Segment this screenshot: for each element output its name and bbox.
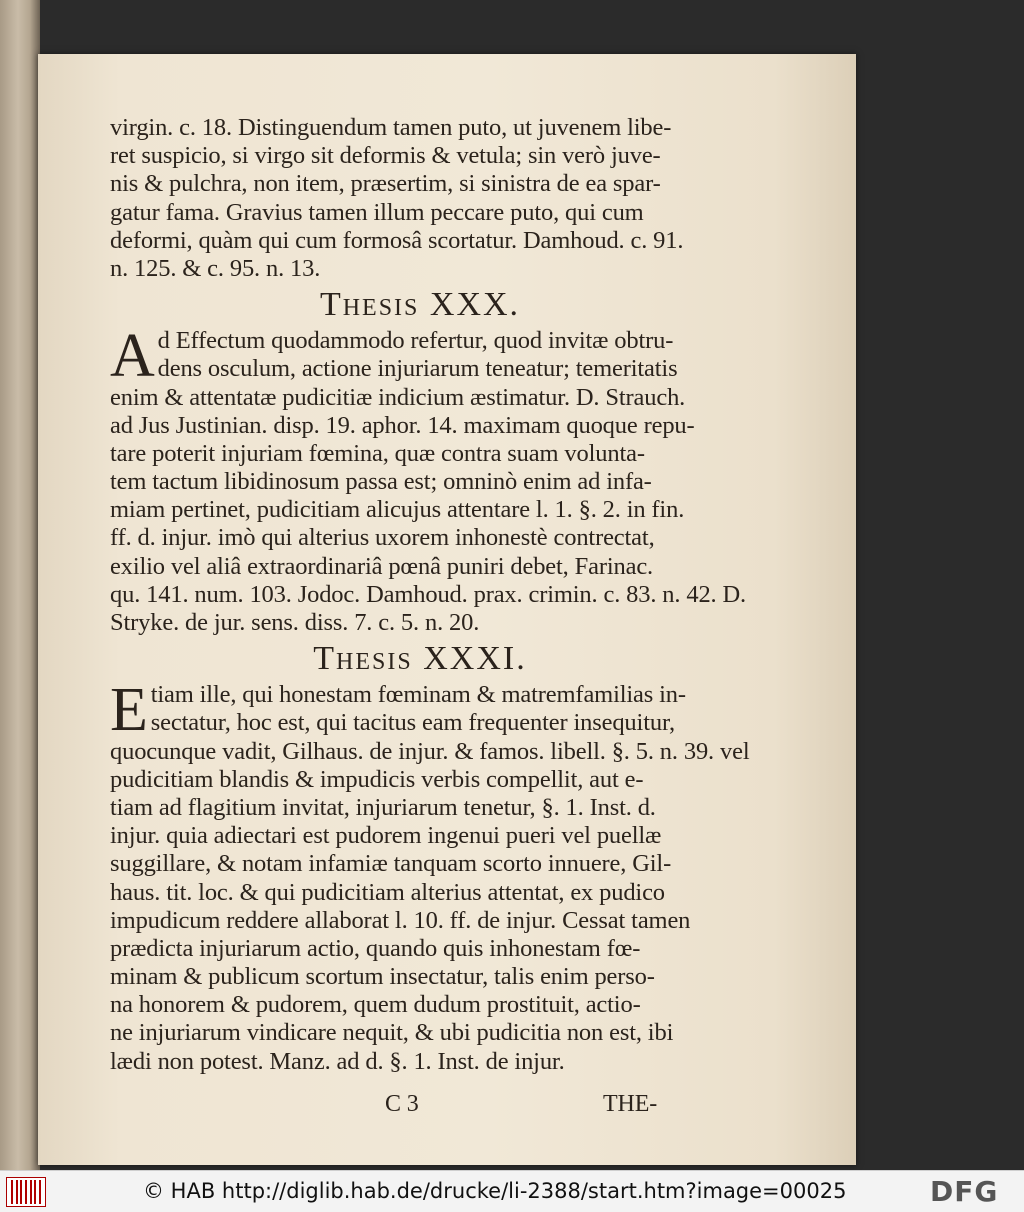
paragraph-thesis-30 (110, 322, 747, 637)
text-line: gatur fama. Gravius tamen illum peccare puto, qui cum (110, 198, 644, 226)
text-line: d Effectum quodammodo refertur, quod invitæ obtru- (157, 327, 674, 355)
text-line: pudicitiam blandis & impudicis verbis compellit, aut e- (110, 765, 644, 793)
page-footer-line (110, 1090, 710, 1130)
text-line: n. 125. & c. 95. n. 13. (110, 254, 321, 282)
text-line: lædi non potest. Manz. ad d. §. 1. Inst. de injur. (110, 1047, 565, 1075)
paragraph-intro (110, 114, 710, 283)
heading-thesis-31: Thesis XXXI. (313, 640, 527, 678)
heading-thesis-30: Thesis XXX. (319, 286, 521, 324)
text-line: dens osculum, actione injuriarum teneatur; temeritatis (157, 355, 678, 383)
text-line: qu. 141. num. 103. Jodoc. Damhoud. prax. crimin. c. 83. n. 42. D. (110, 580, 747, 608)
text-line: na honorem & pudorem, quem dudum prostituit, actio- (110, 991, 641, 1019)
book-page (38, 54, 856, 1165)
text-line: deformi, quàm qui cum formosâ scortatur. Damhoud. c. 91. (110, 226, 684, 254)
text-line: ret suspicio, si virgo sit deformis & vetula; sin verò juve- (110, 142, 661, 170)
signature-mark: C 3 (385, 1090, 419, 1117)
text-line: suggillare, & notam infamiæ tanquam scorto innuere, Gil- (110, 850, 672, 878)
text-line: tem tactum libidinosum passa est; omninò enim ad infa- (110, 468, 652, 496)
text-line: miam pertinet, pudicitiam alicujus attentare l. 1. §. 2. in fin. (110, 496, 685, 524)
dropcap: E (110, 676, 148, 745)
text-line: nis & pulchra, non item, præsertim, si sinistra de ea spar- (110, 170, 661, 198)
text-line: enim & attentatæ pudicitiæ indicium æstimatur. D. Strauch. (110, 383, 686, 411)
text-line: exilio vel aliâ extraordinariâ pœnâ puniri debet, Farinac. (110, 552, 654, 580)
hab-logo-icon[interactable] (6, 1177, 46, 1207)
text-line: haus. tit. loc. & qui pudicitiam alterius attentat, ex pudico (110, 878, 665, 906)
dfg-logo[interactable]: DFG (930, 1175, 999, 1208)
viewer-footer-bar (0, 1170, 1024, 1212)
text-line: injur. quia adiectari est pudorem ingenui pueri vel puellæ (110, 822, 662, 850)
text-line: tiam ad flagitium invitat, injuriarum tenetur, §. 1. Inst. d. (110, 793, 656, 821)
text-line: ad Jus Justinian. disp. 19. aphor. 14. maximam quoque repu- (110, 411, 695, 439)
text-line: ff. d. injur. imò qui alterius uxorem inhonestè contrectat, (110, 524, 655, 552)
text-line: ne injuriarum vindicare nequit, & ubi pudicitia non est, ibi (110, 1019, 674, 1047)
text-line: Stryke. de jur. sens. diss. 7. c. 5. n. 20. (110, 609, 480, 636)
dropcap: A (110, 322, 155, 391)
text-line: quocunque vadit, Gilhaus. de injur. & famos. libell. §. 5. n. 39. vel (110, 737, 750, 765)
text-line: prædicta injuriarum actio, quando quis inhonestam fœ- (110, 934, 641, 962)
text-line: minam & publicum scortum insectatur, talis enim perso- (110, 963, 655, 991)
paragraph-thesis-31 (110, 676, 750, 1076)
text-line: sectatur, hoc est, qui tacitus eam frequenter insequitur, (150, 709, 675, 737)
text-line: impudicum reddere allaborat l. 10. ff. de injur. Cessat tamen (110, 906, 691, 934)
page-text (110, 114, 750, 1130)
catchword: THE- (603, 1090, 658, 1117)
copyright-url-text[interactable]: © HAB http://diglib.hab.de/drucke/li-2388/start.htm?image=00025 (143, 1179, 847, 1203)
text-line: virgin. c. 18. Distinguendum tamen puto, ut juvenem libe- (110, 114, 672, 141)
text-line: tare poterit injuriam fœmina, quæ contra suam volunta- (110, 439, 645, 467)
text-line: tiam ille, qui honestam fœminam & matremfamilias in- (150, 681, 686, 709)
left-page-edge (0, 0, 40, 1170)
